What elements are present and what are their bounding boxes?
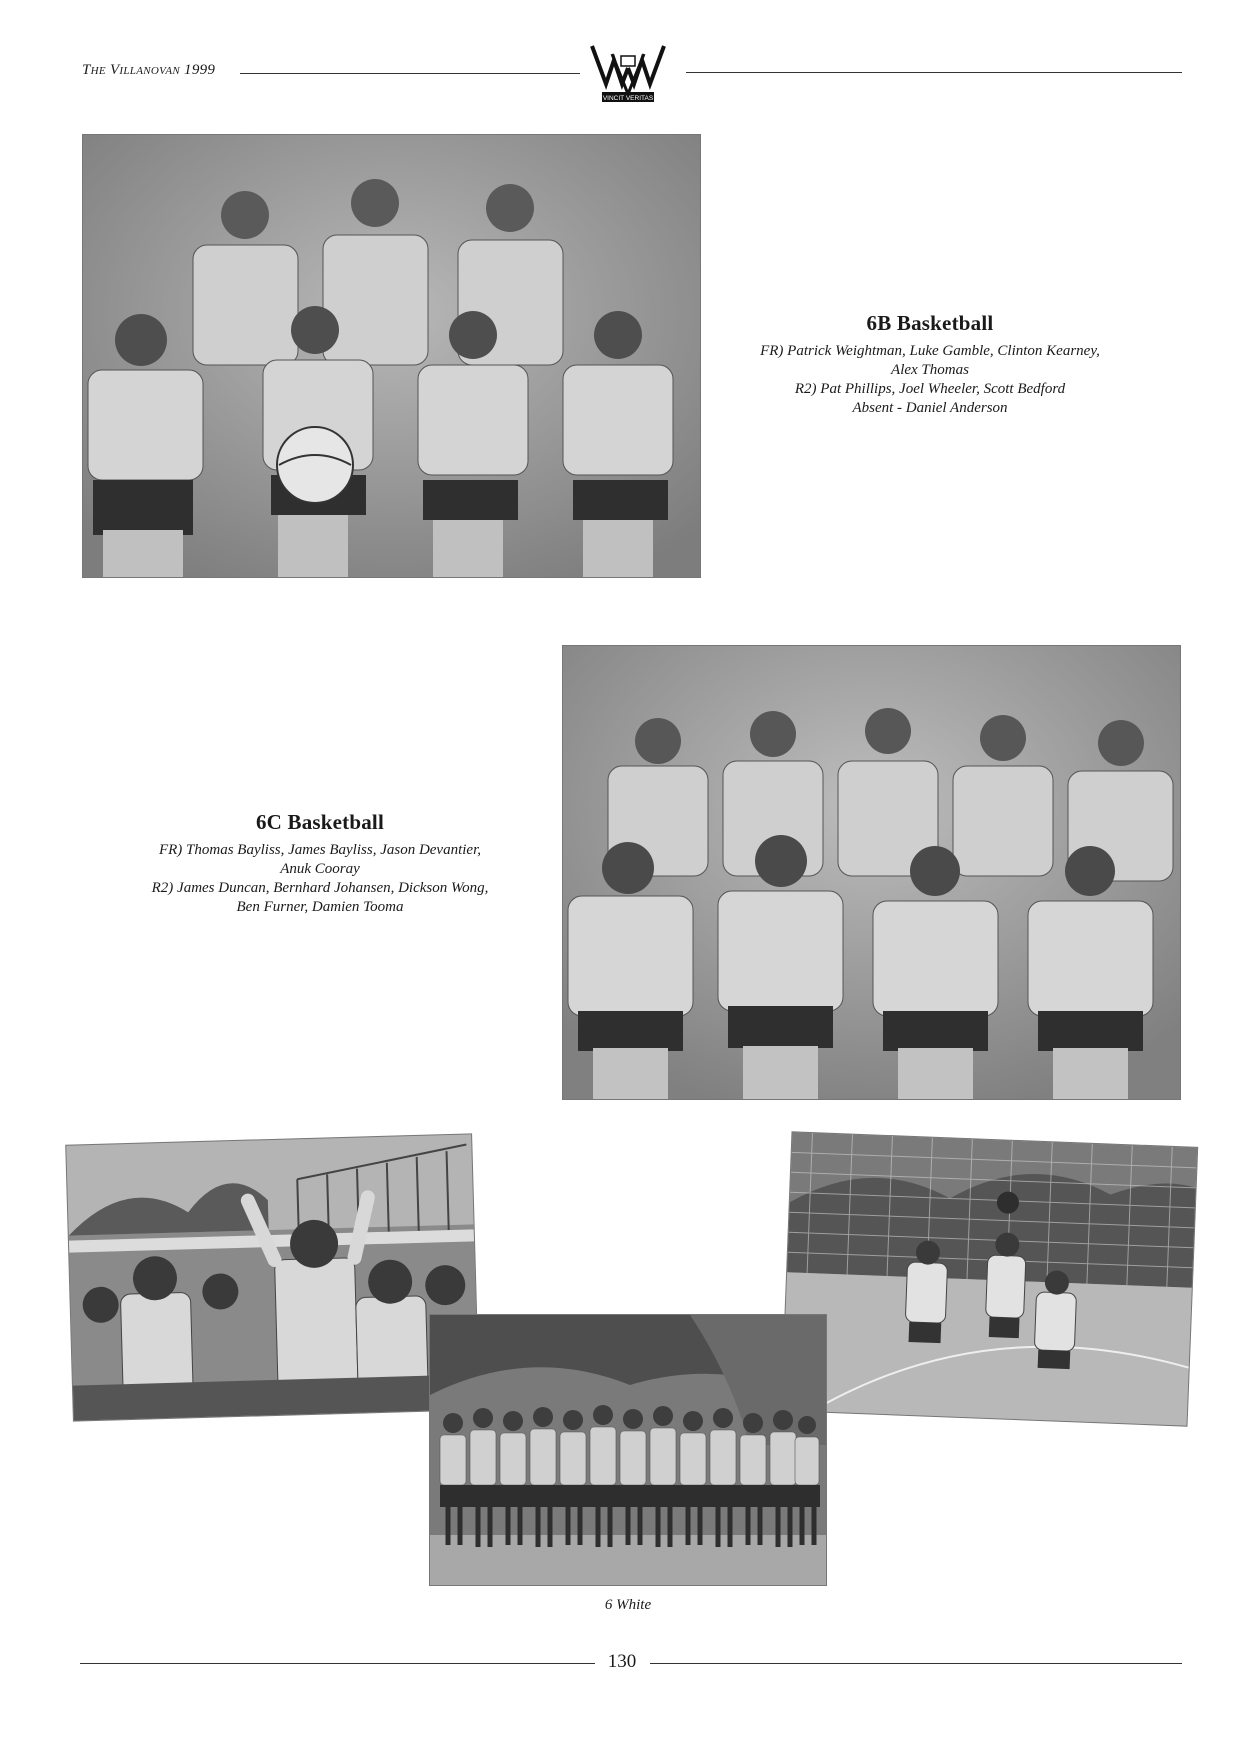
caption-line: Ben Furner, Damien Tooma xyxy=(236,899,404,915)
footer-rule-left xyxy=(80,1663,595,1664)
photo-basketball-game xyxy=(782,1132,1197,1425)
publication-title: The Villanovan 1999 xyxy=(82,62,216,78)
caption-line: FR) Patrick Weightman, Luke Gamble, Clinton Kearney, xyxy=(760,343,1100,359)
caption-6c xyxy=(120,810,520,917)
caption-line: Absent - Daniel Anderson xyxy=(852,400,1008,416)
caption-line: FR) Thomas Bayliss, James Bayliss, Jason Devantier, xyxy=(158,842,482,858)
footer-rule-right xyxy=(650,1663,1182,1664)
caption-line: R2) Pat Phillips, Joel Wheeler, Scott Bedford xyxy=(794,381,1066,397)
header-rule-left xyxy=(240,73,580,74)
header-rule-right xyxy=(686,72,1182,73)
photo-caption-6-white: 6 White xyxy=(604,1597,652,1613)
photo-6-white-group xyxy=(430,1315,826,1585)
caption-line: Alex Thomas xyxy=(891,362,969,378)
photo-cheering-crowd xyxy=(66,1134,479,1420)
team-title-6c: 6C Basketball xyxy=(255,810,385,834)
team-photo-6b xyxy=(83,135,700,577)
team-photo-6c xyxy=(563,646,1180,1099)
caption-line: Anuk Cooray xyxy=(280,861,360,877)
caption-6b xyxy=(720,311,1140,418)
caption-line: R2) James Duncan, Bernhard Johansen, Dickson Wong, xyxy=(151,880,489,896)
school-crest-logo xyxy=(588,40,668,104)
crest-motto: VINCIT VERITAS xyxy=(602,95,654,102)
team-title-6b: 6B Basketball xyxy=(866,311,994,335)
page-number: 130 xyxy=(607,1651,637,1672)
